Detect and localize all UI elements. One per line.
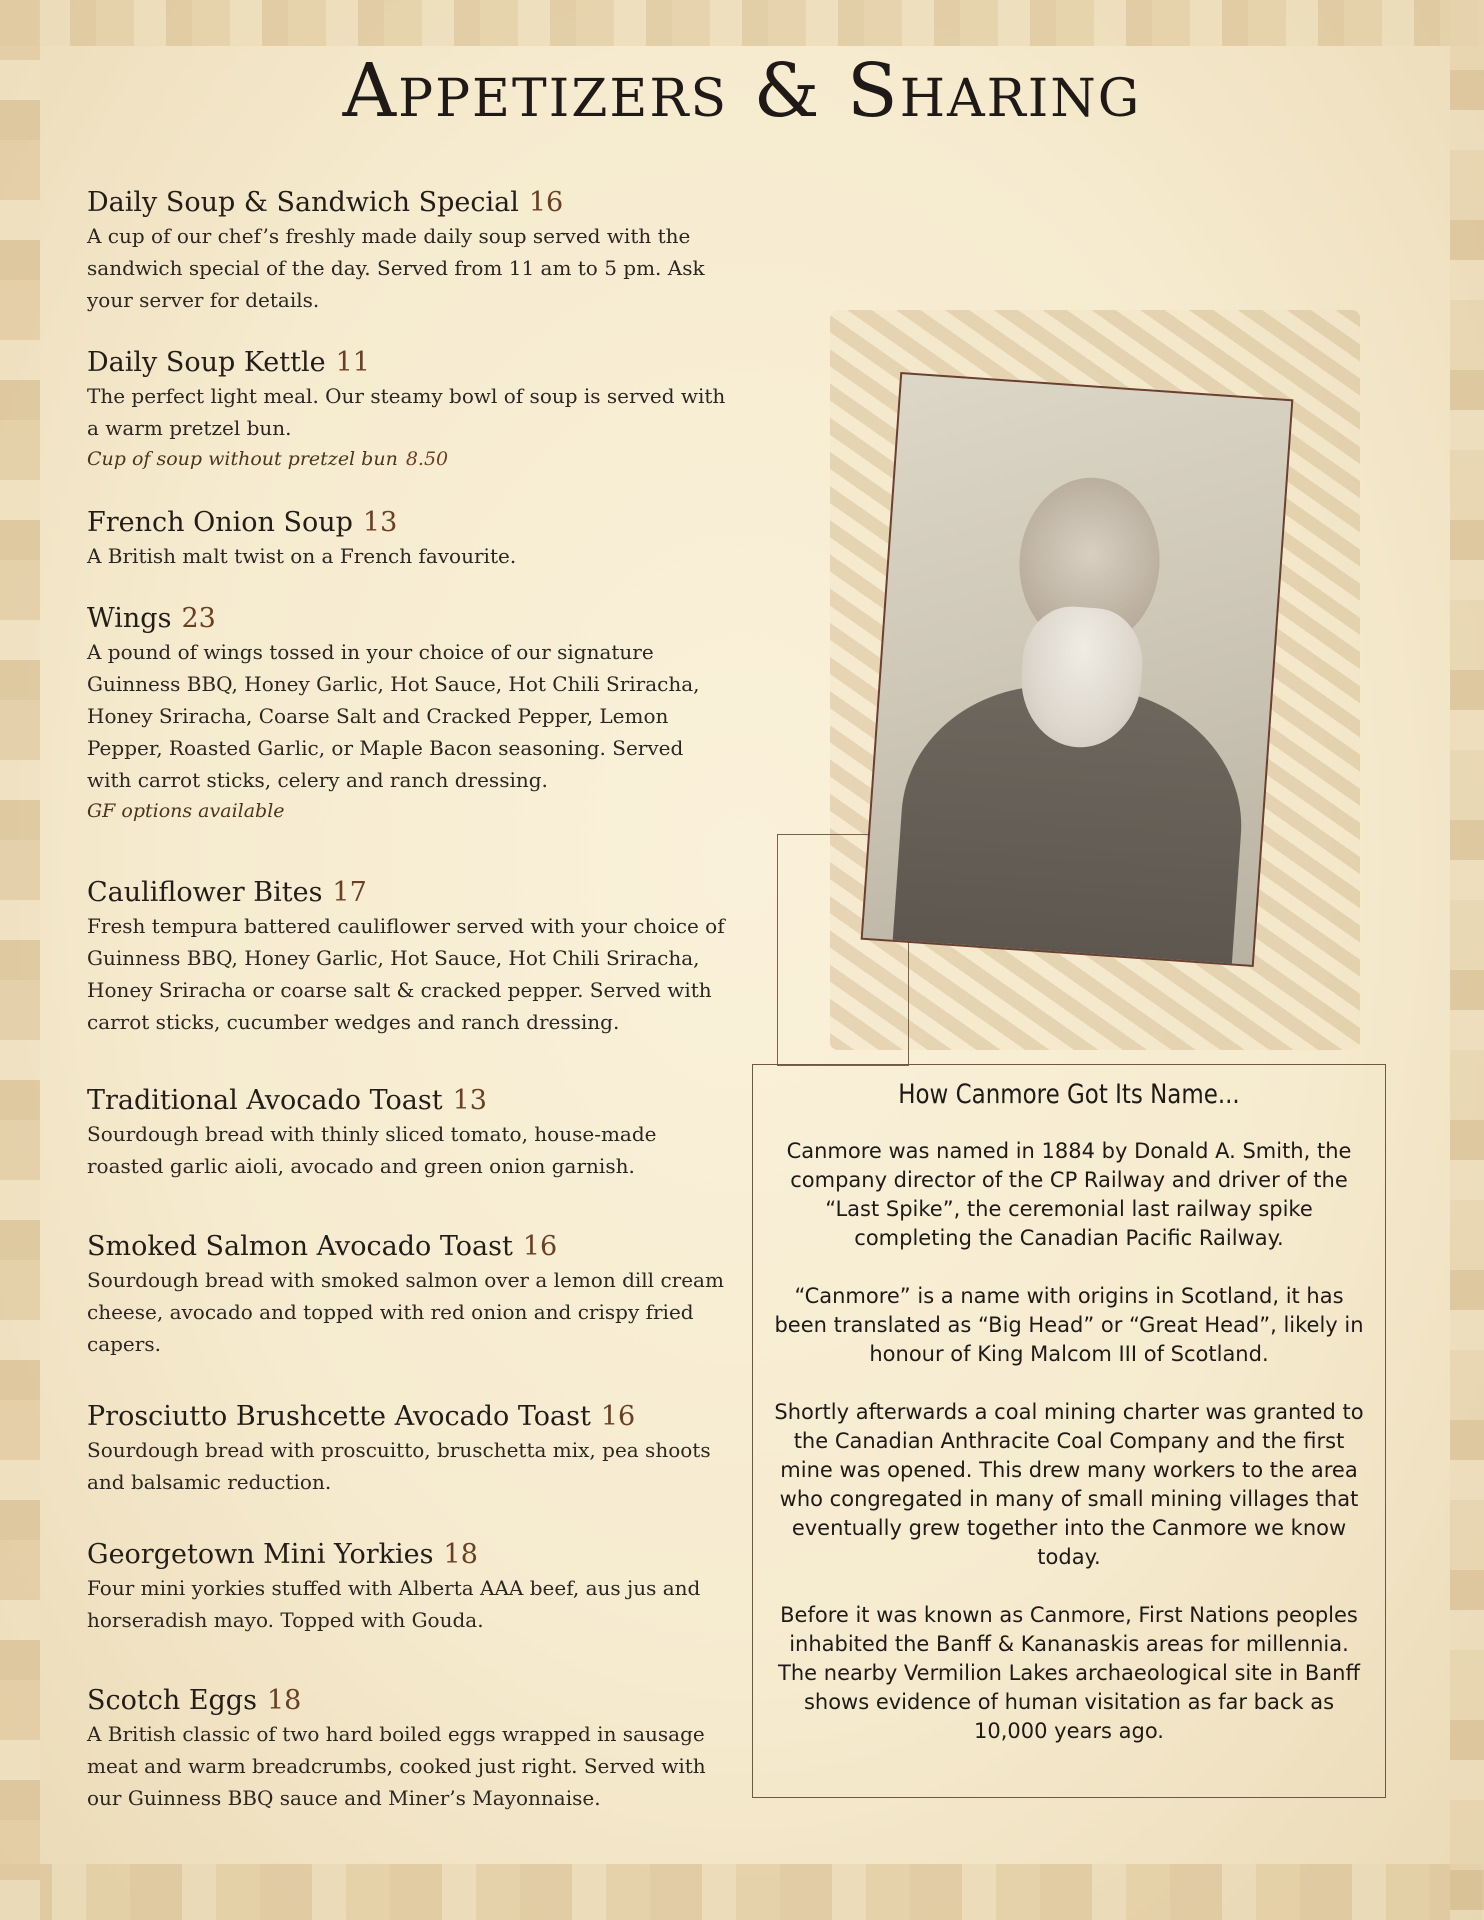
- menu-item: [87, 602, 727, 826]
- menu-item-description: Fresh tempura battered cauliflower served with your choice of Guinness BBQ, Honey Garlic, Hot Sauce, Hot Chili Sriracha, Honey Sriracha or coarse salt & cracked pepper. Served with carrot sticks, cucumber wedges and ranch dressing.: [87, 914, 725, 1034]
- menu-item-price: 23: [181, 603, 216, 634]
- menu-item: [87, 1084, 727, 1182]
- menu-item-name: Cauliflower Bites: [87, 877, 323, 908]
- menu-item-name: Wings: [87, 603, 172, 634]
- menu-item-description: A cup of our chef’s freshly made daily soup served with the sandwich special of the day. Served from 11 am to 5 pm. Ask your server for details.: [87, 224, 705, 312]
- menu-item-description: Sourdough bread with smoked salmon over a lemon dill cream cheese, avocado and topped with red onion and crispy fried capers.: [87, 1268, 724, 1356]
- page-edge-right: [1450, 0, 1484, 1920]
- menu-item: [87, 1538, 727, 1636]
- menu-item-price: 18: [266, 1685, 302, 1716]
- menu-item-note: Cup of soup without pretzel bun: [87, 448, 398, 470]
- menu-item-name: Daily Soup & Sandwich Special: [87, 187, 519, 218]
- menu-item-note-price: 8.50: [405, 448, 449, 470]
- page-edge-left: [0, 0, 40, 1920]
- menu-item-description: A pound of wings tossed in your choice of our signature Guinness BBQ, Honey Garlic, Hot Sauce, Hot Chili Sriracha, Honey Sriracha, Coarse Salt and Cracked Pepper, Lemon Pepper, Roasted Garlic, or Maple Bacon seasoning. Served with carrot sticks, celery and ranch dressing.: [87, 640, 700, 792]
- menu-item: [87, 1400, 727, 1498]
- menu-item-name: Traditional Avocado Toast: [87, 1085, 443, 1116]
- menu-item: [87, 1230, 727, 1360]
- menu-item: [87, 876, 727, 1038]
- page-edge-top: [0, 0, 1484, 46]
- menu-item-name: Smoked Salmon Avocado Toast: [87, 1231, 513, 1262]
- page-edge-bottom: [0, 1864, 1484, 1920]
- history-paragraph: Canmore was named in 1884 by Donald A. Smith, the company director of the CP Railway and driver of the “Last Spike”, the ceremonial last railway spike completing the Canadian Pacific Railway.: [786, 1139, 1352, 1250]
- menu-item-description: Sourdough bread with thinly sliced tomato, house-made roasted garlic aioli, avocado and green onion garnish.: [87, 1122, 657, 1178]
- menu-item: [87, 506, 727, 572]
- menu-item-description: The perfect light meal. Our steamy bowl of soup is served with a warm pretzel bun.: [87, 384, 726, 440]
- menu-item-price: 11: [335, 347, 370, 378]
- menu-item-name: Scotch Eggs: [87, 1685, 257, 1716]
- menu-item-note: GF options available: [87, 800, 285, 822]
- menu-item-name: Georgetown Mini Yorkies: [87, 1539, 434, 1570]
- page-title: Appetizers & Sharing: [342, 48, 1142, 134]
- history-info-box: [752, 1064, 1386, 1798]
- menu-item-price: 13: [362, 507, 398, 538]
- menu-item: [87, 1684, 727, 1814]
- menu-item-price: 16: [600, 1401, 636, 1432]
- menu-item-price: 17: [332, 877, 367, 908]
- menu-item-price: 13: [452, 1085, 487, 1116]
- menu-item-price: 18: [443, 1539, 478, 1570]
- menu-item-description: Four mini yorkies stuffed with Alberta AAA beef, aus jus and horseradish mayo. Topped with Gouda.: [87, 1576, 701, 1632]
- menu-item-price: 16: [528, 187, 564, 218]
- historical-portrait-photo: [861, 372, 1294, 967]
- menu-item-name: Daily Soup Kettle: [87, 347, 326, 378]
- menu-item: [87, 346, 727, 474]
- menu-item-price: 16: [522, 1231, 558, 1262]
- history-title: How Canmore Got Its Name...: [898, 1079, 1240, 1110]
- history-paragraph: Before it was known as Canmore, First Nations peoples inhabited the Banff & Kananaskis areas for millennia. The nearby Vermilion Lakes archaeological site in Banff shows evidence of human visitation as far back as 10,000 years ago.: [778, 1603, 1360, 1743]
- menu-item-name: Prosciutto Brushcette Avocado Toast: [87, 1401, 591, 1432]
- menu-item-description: A British classic of two hard boiled eggs wrapped in sausage meat and warm breadcrumbs, cooked just right. Served with our Guinness BBQ sauce and Miner’s Mayonnaise.: [87, 1722, 706, 1810]
- menu-item-description: A British malt twist on a French favourite.: [87, 544, 517, 568]
- menu-item-description: Sourdough bread with proscuitto, bruschetta mix, pea shoots and balsamic reduction.: [87, 1438, 711, 1494]
- menu-item: [87, 186, 727, 316]
- menu-item-name: French Onion Soup: [87, 507, 353, 538]
- history-paragraph: “Canmore” is a name with origins in Scotland, it has been translated as “Big Head” or “Great Head”, likely in honour of King Malcom III of Scotland.: [774, 1284, 1364, 1366]
- history-paragraph: Shortly afterwards a coal mining charter was granted to the Canadian Anthracite Coal Company and the first mine was opened. This drew many workers to the area who congregated in many of small mining villages that eventually grew together into the Canmore we know today.: [774, 1400, 1364, 1569]
